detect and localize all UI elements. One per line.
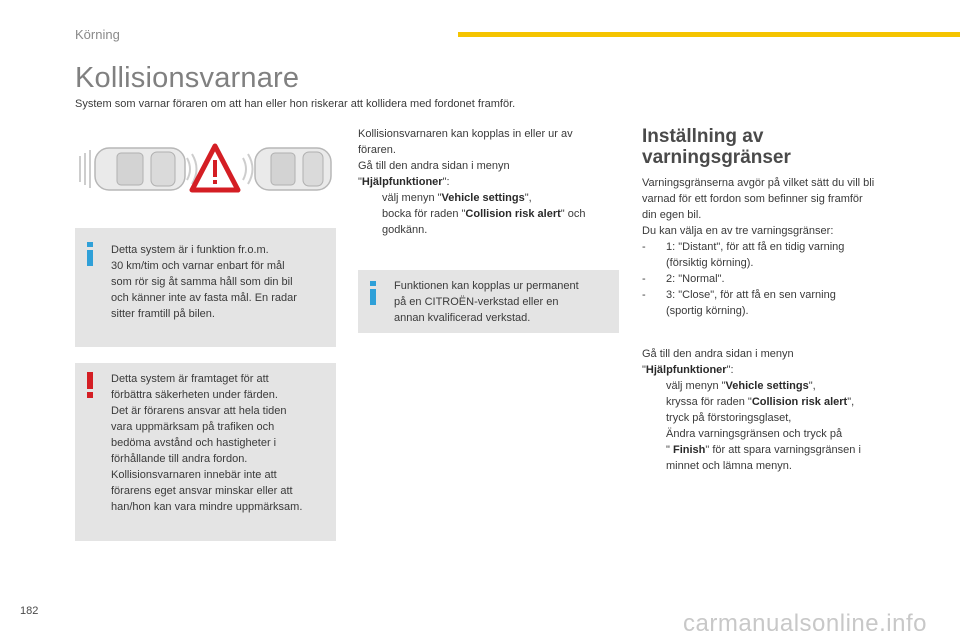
text-line: föraren. — [358, 144, 396, 156]
text-line: Du kan välja en av tre varningsgränser: — [642, 225, 834, 237]
info-line: Funktionen kan kopplas ur permanent — [394, 280, 579, 292]
warning-line: vara uppmärksam på trafiken och — [111, 421, 275, 433]
watermark: carmanualsonline.info — [683, 610, 927, 637]
warning-line: Kollisionsvarnaren innebär inte att — [111, 469, 277, 481]
header-accent-bar — [458, 32, 960, 37]
text-line: Varningsgränserna avgör på vilket sätt du vill bli — [642, 177, 875, 189]
front-car-icon — [243, 148, 331, 190]
text-line: Gå till den andra sidan i menyn — [642, 348, 794, 360]
option-item-continued: (sportig körning). — [666, 305, 749, 317]
info-line: annan kvalificerad verkstad. — [394, 312, 531, 324]
info-line: Detta system är i funktion fr.o.m. — [111, 244, 269, 256]
warning-box — [75, 363, 336, 541]
info-icon — [368, 281, 378, 305]
step-item-continued: godkänn. — [382, 224, 428, 236]
right-column-steps — [642, 346, 912, 474]
option-item-continued: (försiktig körning). — [666, 257, 754, 269]
step-item: Ändra varningsgränsen och tryck på — [666, 428, 843, 440]
text-line: Kollisionsvarnaren kan kopplas in eller ur av — [358, 128, 573, 140]
step-item: kryssa för raden "Collision risk alert", — [666, 396, 855, 408]
rear-car-icon — [80, 148, 197, 190]
exclamation-icon — [85, 372, 95, 398]
collision-illustration — [75, 138, 345, 200]
step-item: välj menyn "Vehicle settings", — [382, 192, 532, 204]
warning-line: bedöma avstånd och hastigheter i — [111, 437, 277, 449]
option-item: - 3: "Close", för att få en sen varning — [642, 289, 836, 301]
text-line: varnad för ett fordon som befinner sig framför — [642, 193, 863, 205]
section-label: Körning — [75, 27, 120, 42]
info-line: och känner inte av fasta mål. En radar — [111, 292, 297, 304]
option-item: - 2: "Normal". — [642, 273, 725, 285]
middle-column — [358, 126, 620, 238]
step-item-continued: " Finish" för att spara varningsgränsen i — [666, 444, 861, 456]
info-box-2 — [358, 270, 619, 333]
text-line: Gå till den andra sidan i menyn — [358, 160, 510, 172]
menu-path: "Hjälpfunktioner": — [358, 176, 450, 188]
menu-path: "Hjälpfunktioner": — [642, 364, 734, 376]
info-box — [75, 228, 336, 347]
step-item: bocka för raden "Collision risk alert" och — [382, 208, 586, 220]
warning-line: förarens eget ansvar minskar eller att — [111, 485, 293, 497]
warning-line: han/hon kan vara mindre uppmärksam. — [111, 501, 303, 513]
heading-line: Inställning av — [642, 126, 764, 147]
heading-line: varningsgränser — [642, 147, 791, 168]
info-line: på en CITROËN-verkstad eller en — [394, 296, 559, 308]
warning-line: Det är förarens ansvar att hela tiden — [111, 405, 287, 417]
warning-triangle-icon — [192, 146, 238, 190]
page-title: Kollisionsvarnare — [75, 62, 300, 94]
option-item: - 1: "Distant", för att få en tidig varning — [642, 241, 845, 253]
warning-line: förhållande till andra fordon. — [111, 453, 248, 465]
text-line: din egen bil. — [642, 209, 702, 221]
info-line: 30 km/tim och varnar enbart för mål — [111, 260, 285, 272]
warning-box-text — [111, 371, 333, 515]
info-box-text — [111, 242, 331, 322]
section-heading — [642, 126, 791, 168]
warning-line: Detta system är framtaget för att — [111, 373, 269, 385]
right-column — [642, 175, 912, 319]
info-line: som rör sig åt samma håll som din bil — [111, 276, 293, 288]
info-line: sitter framtill på bilen. — [111, 308, 215, 320]
warning-line: förbättra säkerheten under färden. — [111, 389, 278, 401]
page-number: 182 — [20, 605, 39, 617]
step-item: tryck på förstoringsglaset, — [666, 412, 792, 424]
step-item: välj menyn "Vehicle settings", — [666, 380, 816, 392]
info-box-2-text — [394, 278, 614, 326]
info-icon — [85, 242, 95, 266]
step-item-continued: minnet och lämna menyn. — [666, 460, 792, 472]
page-subtitle: System som varnar föraren om att han eller hon riskerar att kollidera med fordonet framför. — [75, 98, 516, 110]
